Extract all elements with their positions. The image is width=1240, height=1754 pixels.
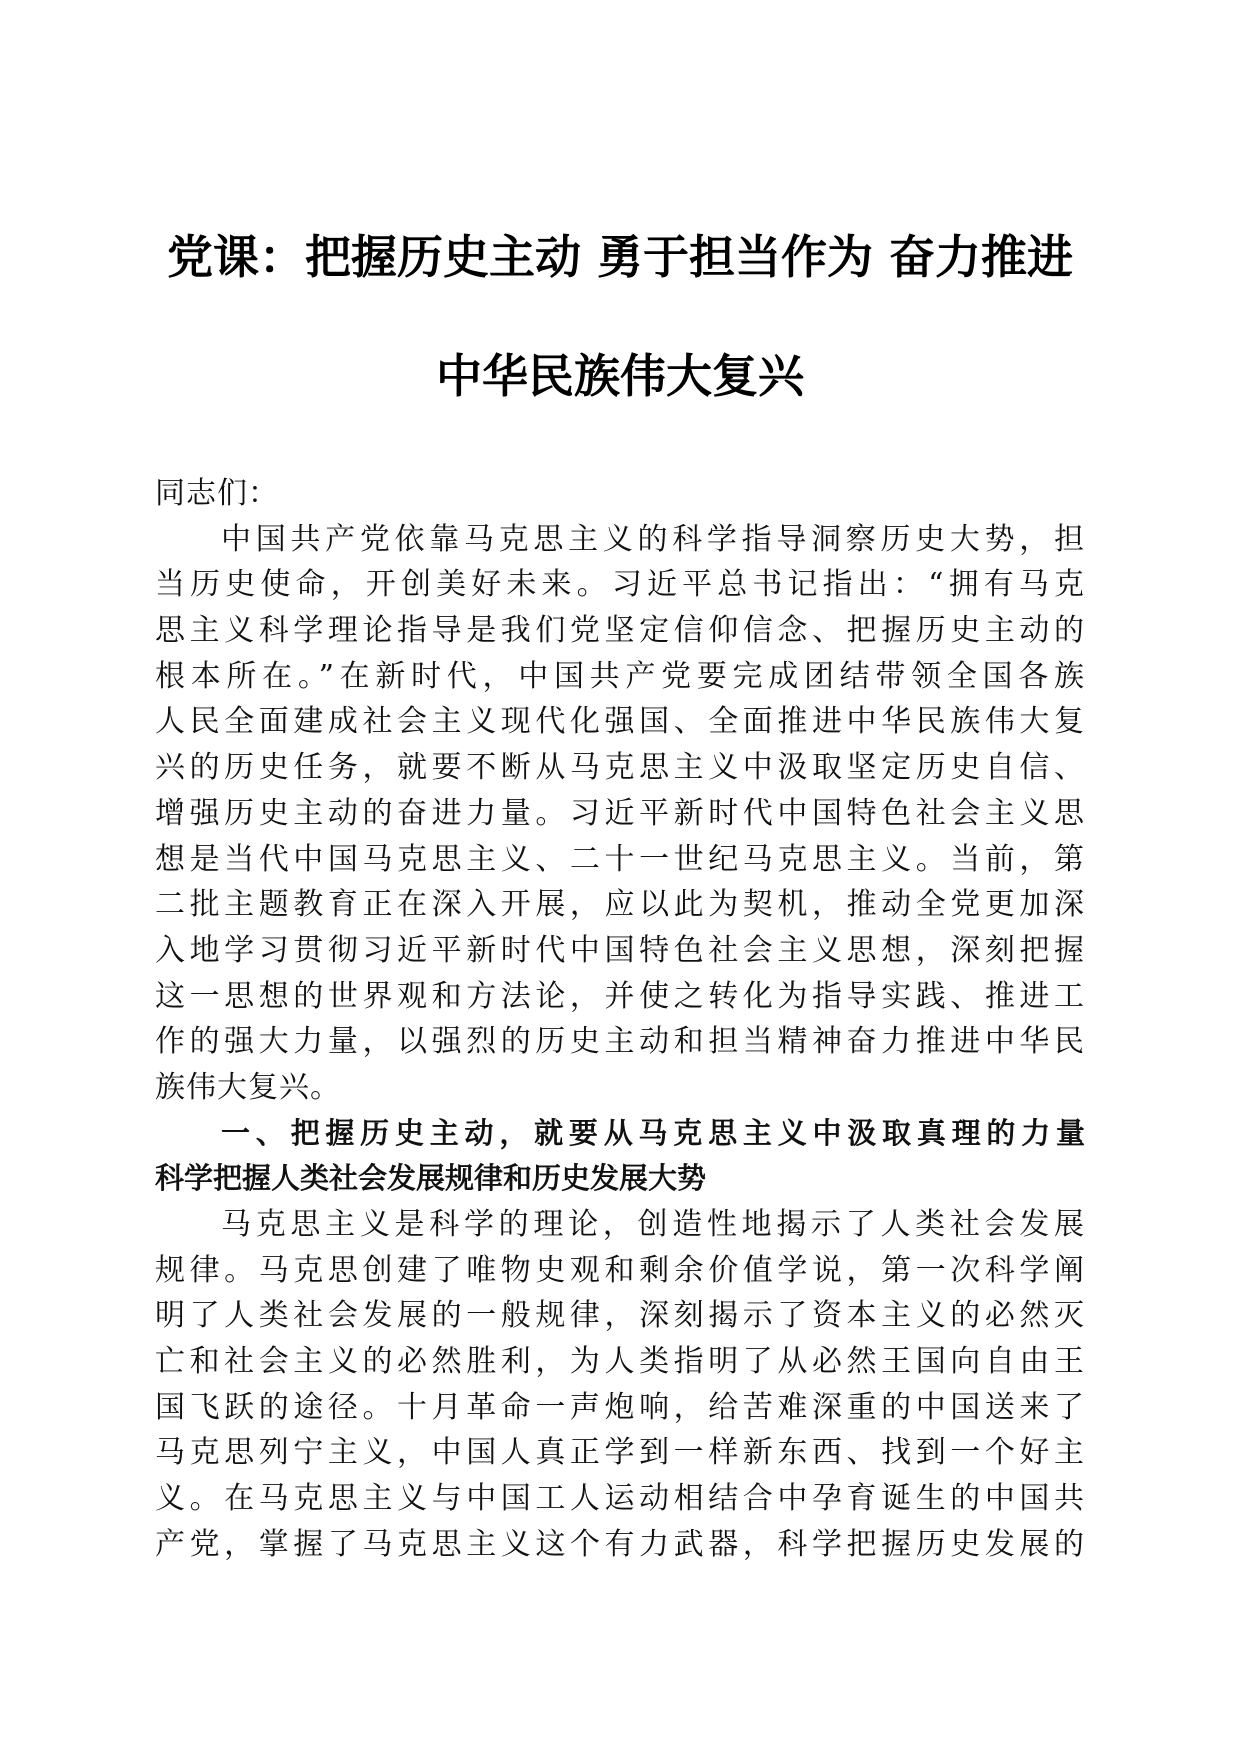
paragraph-line: 产党，掌握了马克思主义这个有力武器，科学把握历史发展的 — [155, 1526, 1085, 1562]
paragraph-line: 根本所在。”在新时代，中国共产党要完成团结带领全国各族 — [155, 658, 1085, 694]
paragraph-line: 增强历史主动的奋进力量。习近平新时代中国特色社会主义思 — [155, 795, 1085, 831]
paragraph-line: 这一思想的世界观和方法论，并使之转化为指导实践、推进工 — [155, 978, 1085, 1014]
paragraph-line: 当历史使命，开创美好未来。习近平总书记指出：“拥有马克 — [155, 567, 1085, 603]
heading-line: 科学把握人类社会发展规律和历史发展大势 — [155, 1161, 707, 1196]
document-title-line-1: 党课：把握历史主动 勇于担当作为 奋力推进 — [166, 230, 1074, 284]
paragraph-line: 人民全面建成社会主义现代化强国、全面推进中华民族伟大复 — [155, 704, 1085, 740]
paragraph-2 — [155, 1202, 1085, 1568]
paragraph-line: 兴的历史任务，就要不断从马克思主义中汲取坚定历史自信、 — [155, 750, 1085, 786]
salutation: 同志们： — [155, 476, 279, 511]
paragraph-line: 明了人类社会发展的一般规律，深刻揭示了资本主义的必然灭 — [155, 1298, 1085, 1334]
document-title-line-2: 中华民族伟大复兴 — [436, 349, 804, 403]
paragraph-line: 中国共产党依靠马克思主义的科学指导洞察历史大势，担 — [221, 521, 1085, 557]
paragraph-line: 二批主题教育正在深入开展，应以此为契机，推动全党更加深 — [155, 887, 1085, 923]
paragraph-line: 规律。马克思创建了唯物史观和剩余价值学说，第一次科学阐 — [155, 1252, 1085, 1288]
paragraph-line: 国飞跃的途径。十月革命一声炮响，给苦难深重的中国送来了 — [155, 1389, 1085, 1425]
paragraph-line: 想是当代中国马克思主义、二十一世纪马克思主义。当前，第 — [155, 841, 1085, 877]
document-body — [155, 471, 1085, 1568]
paragraph-line: 马克思列宁主义，中国人真正学到一样新东西、找到一个好主 — [155, 1435, 1085, 1471]
paragraph-line: 入地学习贯彻习近平新时代中国特色社会主义思想，深刻把握 — [155, 932, 1085, 968]
paragraph-line: 亡和社会主义的必然胜利，为人类指明了从必然王国向自由王 — [155, 1344, 1085, 1380]
heading-line: 一、把握历史主动，就要从马克思主义中汲取真理的力量 — [221, 1115, 1085, 1150]
paragraph-line: 义。在马克思主义与中国工人运动相结合中孕育诞生的中国共 — [155, 1481, 1085, 1517]
paragraph-line: 马克思主义是科学的理论，创造性地揭示了人类社会发展 — [221, 1207, 1085, 1242]
paragraph-line: 族伟大复兴。 — [155, 1069, 341, 1105]
paragraph-line: 思主义科学理论指导是我们党坚定信仰信念、把握历史主动的 — [155, 613, 1085, 649]
section-heading-1 — [155, 1111, 1085, 1202]
paragraph-line: 作的强大力量，以强烈的历史主动和担当精神奋力推进中华民 — [155, 1024, 1085, 1060]
paragraph-1 — [155, 517, 1085, 1111]
